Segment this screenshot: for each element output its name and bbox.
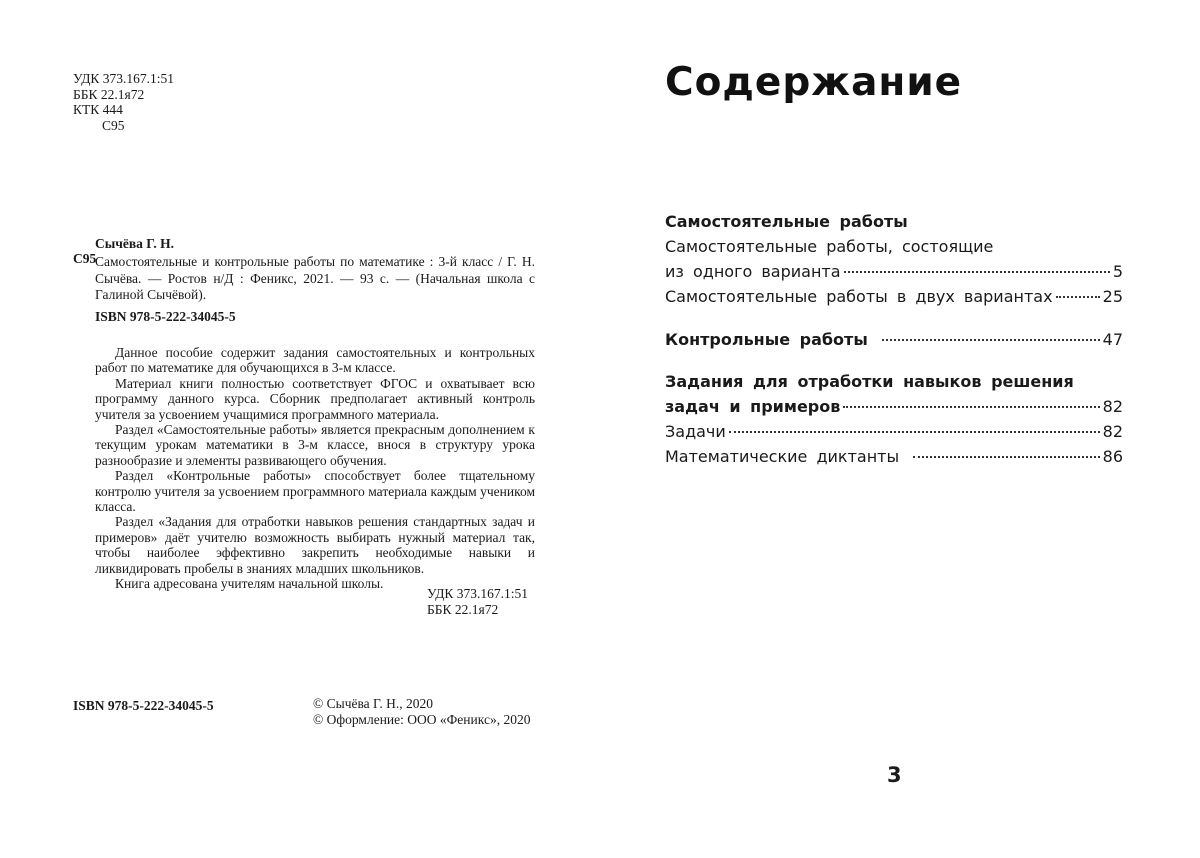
toc-section	[665, 394, 1123, 419]
table-of-contents	[665, 210, 1123, 469]
author-name: Сычёва Г. Н.	[95, 236, 175, 251]
toc-leader-dots	[729, 431, 1100, 433]
toc-item	[665, 444, 1123, 469]
classification-codes-bottom	[427, 586, 528, 618]
toc-item-text: Задачи	[665, 422, 726, 441]
bbk-code-bottom: ББК 22.1я72	[427, 602, 499, 617]
toc-page-number: 82	[1102, 397, 1123, 416]
toc-section-text: задач и примеров	[665, 397, 841, 416]
toc-item-text: Самостоятельные работы, состоящие	[665, 237, 994, 256]
annotation-paragraph: Книга адресована учителям начальной школы.	[115, 576, 384, 592]
udk-code-bottom: УДК 373.167.1:51	[427, 586, 529, 601]
annotation-paragraph: Материал книги полностью соответствует ФГОС и охватывает всю программу данного курса. Сборник предполагает активный контроль учителя за усвоением учащимися программного материала.	[95, 375, 535, 422]
page-number: 3	[887, 763, 902, 787]
ktk-code: КТК 444	[73, 102, 123, 117]
toc-section-heading: Задания для отработки навыков решения	[665, 372, 1074, 391]
toc-item-text: Математические диктанты	[665, 447, 900, 466]
bbk-code: ББК 22.1я72	[73, 86, 145, 102]
toc-page-number: 82	[1102, 422, 1123, 441]
toc-item-text: из одного варианта	[665, 262, 841, 281]
annotation-paragraph: Раздел «Контрольные работы» способствует более тщательному контролю учителя за усвоением программного материала каждым учеником класса.	[95, 468, 535, 515]
right-page	[600, 0, 1200, 858]
toc-page-number: 5	[1112, 262, 1123, 281]
copyright-design: © Оформление: ООО «Феникс», 2020	[313, 712, 531, 727]
toc-section-heading: Самостоятельные работы	[665, 212, 908, 231]
annotation-paragraph: Раздел «Самостоятельные работы» является прекрасным дополнением к текущим урокам математики в 3-м классе, внося в структуру урока разнообразие и элементы развивающего обучения.	[95, 422, 535, 468]
toc-item	[665, 284, 1123, 309]
isbn-top: ISBN 978-5-222-34045-5	[95, 309, 236, 324]
toc-leader-dots	[843, 406, 1099, 408]
copyright-author: © Сычёва Г. Н., 2020	[313, 696, 433, 711]
toc-section	[665, 327, 1123, 352]
isbn-bottom: ISBN 978-5-222-34045-5	[73, 698, 214, 713]
annotation-paragraph: Раздел «Задания для отработки навыков решения стандартных задач и примеров» даёт учителю возможность выбирать нужный материал так, чтобы наиболее эффективно закрепить необходимые навыки и ликвидировать пробелы в знаниях младших школьников.	[95, 514, 535, 576]
toc-item	[665, 259, 1123, 284]
toc-page-number: 47	[1102, 330, 1123, 349]
toc-leader-dots	[913, 456, 1100, 458]
annotation-paragraph: Данное пособие содержит задания самостоятельных и контрольных работ по математике для обучающихся в 3-м классе.	[95, 345, 535, 376]
author-mark-bold: С95	[73, 251, 97, 266]
toc-section-text: Контрольные работы	[665, 330, 868, 349]
annotation	[95, 345, 535, 592]
toc-item	[665, 234, 1123, 259]
toc-leader-dots	[1056, 296, 1100, 298]
toc-title: Содержание	[665, 60, 963, 105]
toc-item	[665, 419, 1123, 444]
toc-page-number: 25	[1102, 287, 1123, 306]
classification-codes	[73, 71, 174, 133]
toc-page-number: 86	[1102, 447, 1123, 466]
toc-item-text: Самостоятельные работы в двух вариантах	[665, 287, 1053, 306]
author-mark: С95	[102, 117, 125, 133]
toc-leader-dots	[882, 339, 1100, 341]
udk-code: УДК 373.167.1:51	[73, 71, 175, 86]
copyright-block	[313, 696, 530, 728]
bibliographic-description: Самостоятельные и контрольные работы по математике : 3-й класс / Г. Н. Сычёва. — Ростов н/Д : Феникс, 2021. — 93 с. — (Начальная школа с Галиной Сычёвой).	[95, 254, 535, 302]
toc-leader-dots	[844, 271, 1110, 273]
